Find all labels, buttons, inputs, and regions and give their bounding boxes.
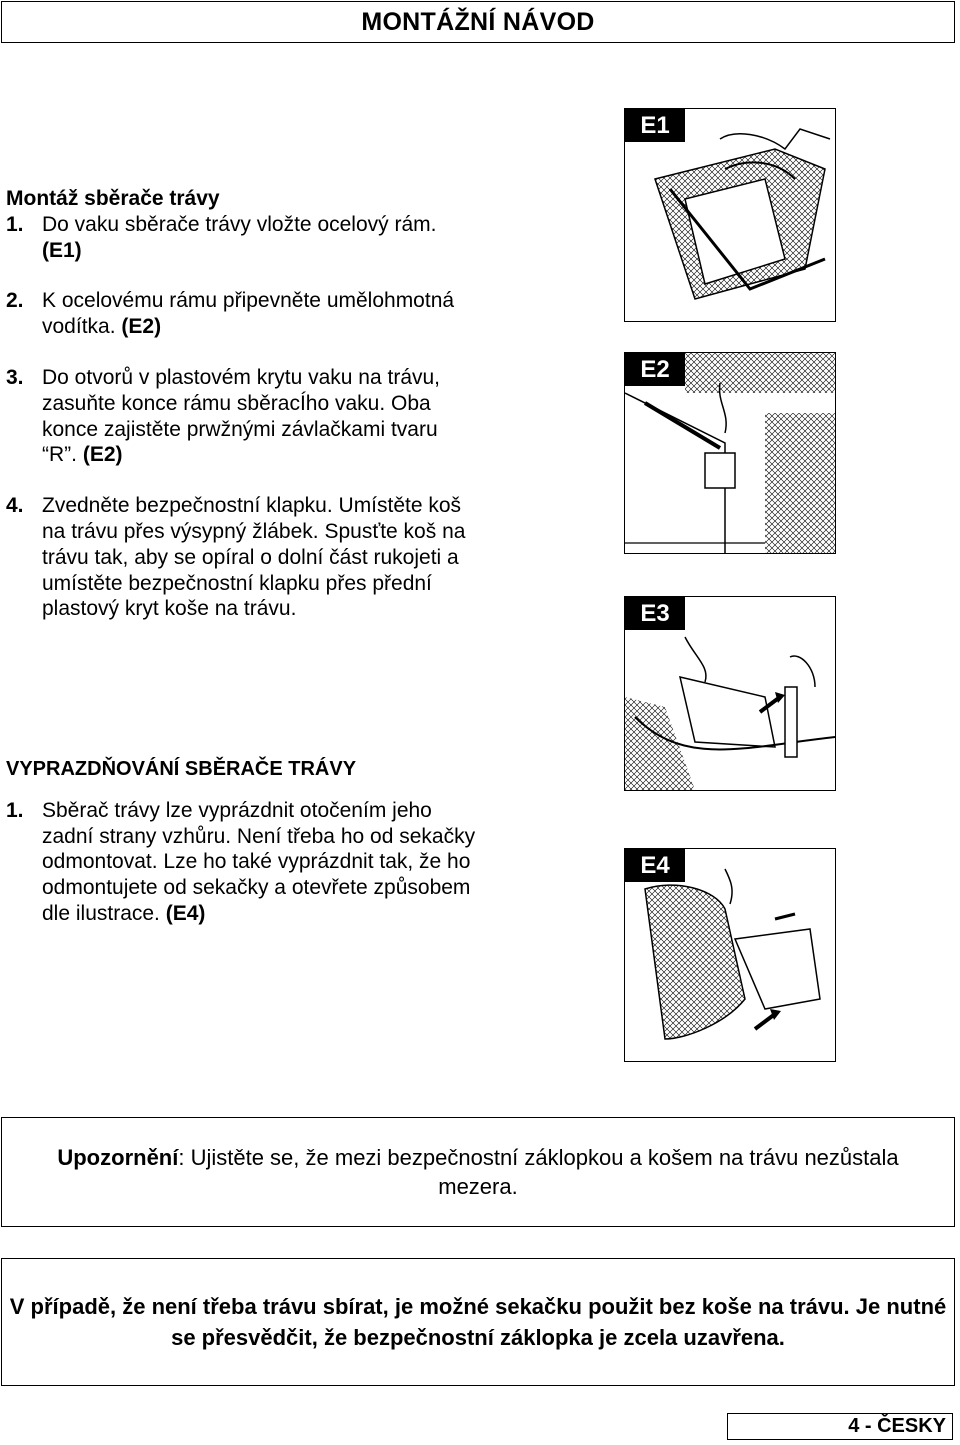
item-text: Do otvorů v plastovém krytu vaku na trávu, zasuňte konce rámu sběracÍho vaku. Oba konce zajistěte prwžnými závlačkami tvaru “R”. bbox=[42, 365, 441, 467]
item-number: 1. bbox=[6, 212, 24, 236]
figure-e1 bbox=[624, 108, 836, 322]
figure-ref: (E2) bbox=[82, 443, 123, 467]
figure-e4 bbox=[624, 848, 836, 1062]
figure-label: E2 bbox=[625, 353, 685, 386]
item-text: Do vaku sběrače trávy vložte ocelový rám. bbox=[42, 212, 437, 236]
list-item bbox=[6, 493, 466, 622]
assembly-section bbox=[6, 186, 466, 622]
page-number: 4 - ČESKY bbox=[848, 1415, 946, 1437]
section-heading: VYPRAZDŇOVÁNÍ SBĚRAČE TRÁVY bbox=[6, 758, 357, 780]
item-number: 3. bbox=[6, 365, 24, 389]
emptying-section bbox=[6, 757, 476, 927]
figure-ref: (E1) bbox=[42, 238, 82, 262]
figure-ref: (E4) bbox=[165, 901, 206, 925]
note-body: : Ujistěte se, že mezi bezpečnostní záklopkou a košem na trávu nezůstala mezera. bbox=[178, 1145, 899, 1199]
note-box bbox=[1, 1117, 955, 1227]
item-text: Sběrač trávy lze vyprázdnit otočením jeho zadní strany vzhůru. Není třeba ho od sekačky odmontovat. Lze ho také vyprázdnit tak, že ho odmontujete od sekačky a otevřete způsobem dle ilustrace. bbox=[42, 798, 476, 925]
page-title-box bbox=[1, 1, 955, 43]
list-item bbox=[6, 288, 466, 340]
warning-box bbox=[1, 1258, 955, 1386]
item-number: 4. bbox=[6, 494, 24, 518]
list-item bbox=[6, 365, 466, 468]
page-title: MONTÁŽNÍ NÁVOD bbox=[361, 7, 595, 36]
section-heading: Montáž sběrače trávy bbox=[6, 187, 220, 210]
figure-e2 bbox=[624, 352, 836, 554]
page-footer bbox=[727, 1413, 953, 1440]
figure-ref: (E2) bbox=[121, 315, 162, 339]
figure-label: E1 bbox=[625, 109, 685, 142]
item-number: 1. bbox=[6, 798, 24, 822]
list-item bbox=[6, 798, 476, 927]
note-text bbox=[2, 1143, 954, 1201]
figure-e3 bbox=[624, 596, 836, 791]
note-prefix: Upozornění bbox=[57, 1145, 179, 1170]
list-item bbox=[6, 212, 466, 264]
figure-label: E3 bbox=[625, 597, 685, 630]
warning-text: V případě, že není třeba trávu sbírat, je možné sekačku použit bez koše na trávu. Je nutné se přesvědčit, že bezpečnostní záklopka je zcela uzavřena. bbox=[9, 1294, 947, 1350]
item-text: K ocelovému rámu připevněte umělohmotná vodítka. bbox=[42, 289, 455, 339]
item-number: 2. bbox=[6, 289, 24, 313]
item-text: Zvedněte bezpečnostní klapku. Umístěte koš na trávu přes výsypný žlábek. Spusťte koš na trávu tak, aby se opíral o dolní část rukojeti a umístěte bezpečnostní klapku přes přední plastový kryt koše na trávu. bbox=[42, 494, 466, 621]
figure-label: E4 bbox=[625, 849, 685, 882]
